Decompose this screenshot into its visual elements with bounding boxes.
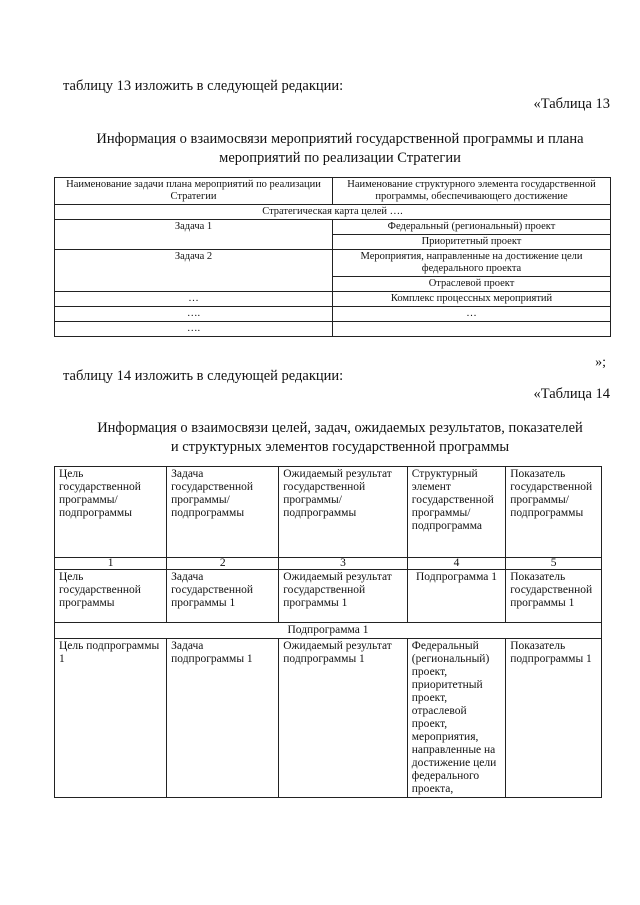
intro-table-14: таблицу 14 изложить в следующей редакции:	[63, 368, 344, 384]
table-row	[55, 292, 611, 307]
table-row	[55, 639, 602, 798]
column-number: 3	[279, 558, 408, 570]
table-cell: Отраслевой проект	[333, 277, 611, 292]
table-cell: Комплекс процессных мероприятий	[333, 292, 611, 307]
table-cell: …	[55, 292, 333, 307]
table-cell: Федеральный (региональный) проект, приоритетный проект, отраслевой проект, мероприятия, направленные на достижение цели федерального проекта,	[407, 639, 505, 798]
table-header-cell: Цель государственной программы/подпрограммы	[55, 467, 167, 558]
table-row	[55, 322, 611, 337]
table-cell: Задача 1	[55, 220, 333, 250]
table-13-label: «Таблица 13	[533, 96, 610, 112]
column-number: 1	[55, 558, 167, 570]
table-14-title-line-2: и структурных элементов государственной программы	[170, 439, 510, 455]
column-number: 2	[167, 558, 279, 570]
table-cell: Задача подпрограммы 1	[167, 639, 279, 798]
table-header-cell: Наименование задачи плана мероприятий по реализации Стратегии	[55, 178, 333, 205]
table-cell: Ожидаемый результат государственной программы 1	[279, 570, 408, 623]
table-header-cell: Показатель государственной программы/подпрограммы	[506, 467, 602, 558]
table-row	[55, 250, 611, 277]
table-cell: Ожидаемый результат подпрограммы 1	[279, 639, 408, 798]
table-row	[55, 307, 611, 322]
table-cell: Приоритетный проект	[333, 235, 611, 250]
table-cell: Цель подпрограммы 1	[55, 639, 167, 798]
table-14-title-line-1: Информация о взаимосвязи целей, задач, ожидаемых результатов, показателей	[97, 420, 583, 436]
table-cell: …	[333, 307, 611, 322]
table-cell	[333, 322, 611, 337]
table-section-row	[55, 205, 611, 220]
table-14	[54, 466, 602, 798]
table-13-end-mark: »;	[595, 355, 606, 370]
table-cell: ….	[55, 307, 333, 322]
table-14-label: «Таблица 14	[533, 386, 610, 402]
table-row	[55, 178, 611, 205]
column-number: 5	[506, 558, 602, 570]
table-header-cell: Ожидаемый результат государственной программы/подпрограммы	[279, 467, 408, 558]
table-row	[55, 220, 611, 235]
table-number-row	[55, 558, 602, 570]
table-13	[54, 177, 611, 337]
table-13-title-line-1: Информация о взаимосвязи мероприятий государственной программы и плана	[96, 131, 584, 147]
table-cell: Задача 2	[55, 250, 333, 292]
table-header-cell: Структурный элемент государственной программы/подпрограмма	[407, 467, 505, 558]
section-cell: Стратегическая карта целей ….	[55, 205, 611, 220]
table-cell: Федеральный (региональный) проект	[333, 220, 611, 235]
column-number: 4	[407, 558, 505, 570]
table-header-cell: Наименование структурного элемента государственной программы, обеспечивающего достижение	[333, 178, 611, 205]
table-cell: Цель государственной программы	[55, 570, 167, 623]
table-cell: Показатель государственной программы 1	[506, 570, 602, 623]
table-header-cell: Задача государственной программы/подпрограммы	[167, 467, 279, 558]
table-cell: Мероприятия, направленные на достижение цели федерального проекта	[333, 250, 611, 277]
intro-table-13: таблицу 13 изложить в следующей редакции:	[63, 78, 344, 94]
table-cell: Задача государственной программы 1	[167, 570, 279, 623]
table-row	[55, 467, 602, 558]
section-cell: Подпрограмма 1	[55, 623, 602, 639]
table-13-title-line-2: мероприятий по реализации Стратегии	[219, 150, 461, 166]
table-cell: ….	[55, 322, 333, 337]
table-section-row	[55, 623, 602, 639]
table-cell: Подпрограмма 1	[407, 570, 505, 623]
table-row	[55, 570, 602, 623]
table-cell: Показатель подпрограммы 1	[506, 639, 602, 798]
